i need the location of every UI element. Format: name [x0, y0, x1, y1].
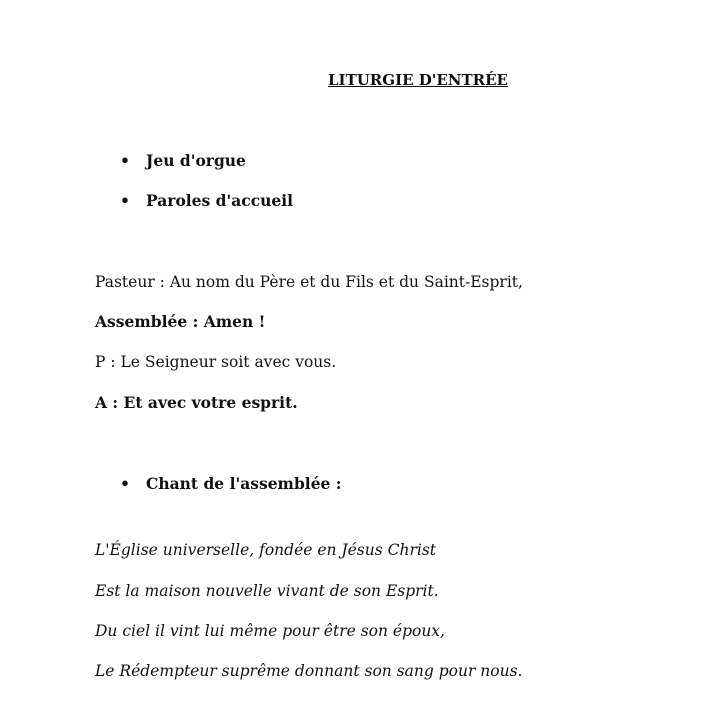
dialogue-line-pastor: P : Le Seigneur soit avec vous.	[95, 353, 337, 371]
bullet-icon: •	[120, 191, 130, 210]
dialogue-line-assembly: A : Et avec votre esprit.	[95, 393, 298, 412]
dialogue-line-pastor: Pasteur : Au nom du Père et du Fils et du Saint-Esprit,	[95, 273, 523, 291]
hymn-line: Est la maison nouvelle vivant de son Esprit.	[95, 582, 439, 600]
list-item-label: Paroles d'accueil	[146, 191, 294, 210]
list-item-label: Jeu d'orgue	[146, 151, 246, 170]
hymn-line: Du ciel il vint lui même pour être son époux,	[95, 622, 445, 640]
list-item-label: Chant de l'assemblée :	[146, 474, 342, 493]
bullet-icon: •	[120, 474, 130, 493]
bullet-icon: •	[120, 151, 130, 170]
dialogue-line-assembly: Assemblée : Amen !	[95, 312, 266, 331]
hymn-line: Le Rédempteur suprême donnant son sang pour nous.	[95, 662, 523, 680]
page-title: LITURGIE D'ENTRÉE	[328, 71, 508, 89]
list-item	[120, 191, 293, 211]
hymn-line: L'Église universelle, fondée en Jésus Christ	[95, 541, 437, 559]
list-item	[120, 151, 246, 171]
list-item	[120, 474, 342, 494]
